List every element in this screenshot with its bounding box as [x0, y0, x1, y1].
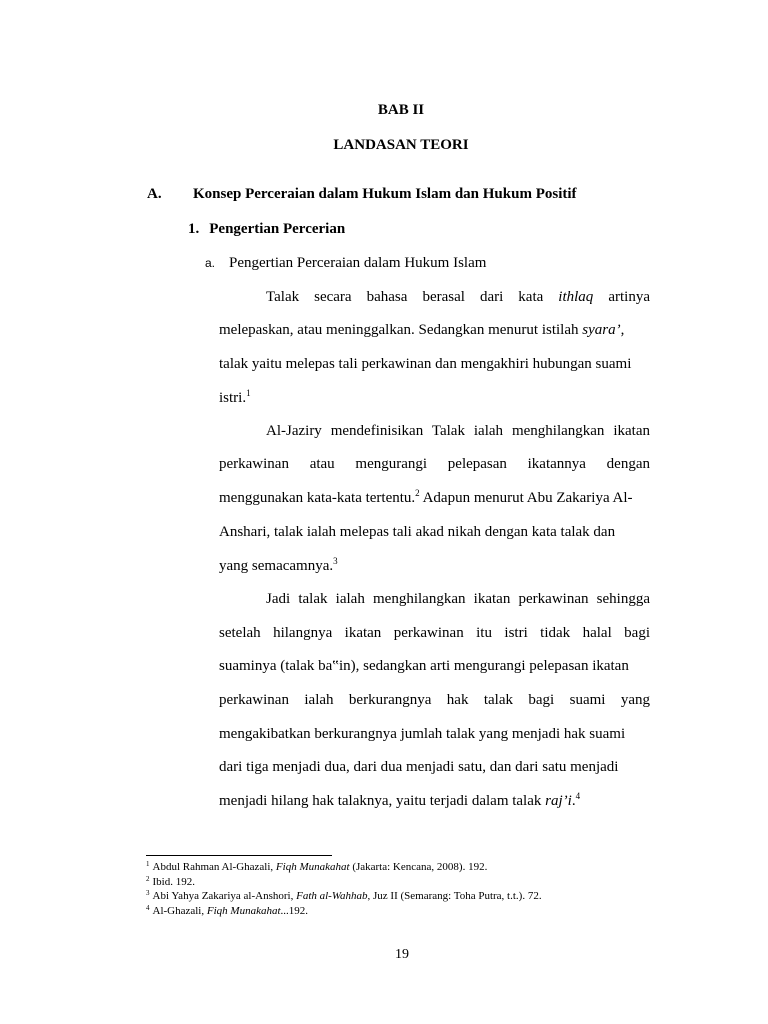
paragraph-line: mengakibatkan berkurangnya jumlah talak yang menjadi hak suami	[219, 726, 626, 742]
footnote-ref[interactable]: 1	[246, 388, 251, 398]
chapter-label: BAB II	[377, 102, 425, 118]
italic-term: syara’	[582, 322, 621, 338]
subsection-number: 1.	[188, 221, 200, 237]
paragraph-line: Al-Jaziry mendefinisikan Talak ialah menghilangkan ikatan	[266, 423, 650, 439]
paragraph-line: Talak secara bahasa berasal dari kata ithlaq artinya	[266, 289, 650, 305]
paragraph-line: menggunakan kata-kata tertentu.$^2$ Adapun menurut Abu Zakariya Al-	[219, 488, 633, 506]
paragraph-line: melepaskan, atau meninggalkan. Sedangkan menurut istilah syara’,	[219, 322, 625, 338]
italic-term: ithlaq	[558, 289, 594, 305]
footnote-separator	[146, 855, 332, 856]
paragraph-line: yang semacamnya.$^3$	[219, 556, 338, 574]
paragraph-line: Anshari, talak ialah melepas tali akad nikah dengan kata talak dan	[219, 524, 616, 540]
paragraph-line: menjadi hilang hak talaknya, yaitu terjadi dalam talak raj’i.$^4$	[219, 791, 581, 809]
paragraph-line: talak yaitu melepas tali perkawinan dan mengakhiri hubungan suami	[219, 356, 632, 372]
paragraph-line: Jadi talak ialah menghilangkan ikatan perkawinan sehingga	[266, 591, 650, 607]
paragraph-line: setelah hilangnya ikatan perkawinan itu istri tidak halal bagi	[219, 625, 650, 641]
footnote: $^4$ Al-Ghazali, Fiqh Munakahat...192.	[146, 904, 309, 917]
paragraph-line: dari tiga menjadi dua, dari dua menjadi satu, dan dari satu menjadi	[219, 759, 619, 775]
subsection-heading	[188, 219, 345, 239]
page-number: 19	[395, 947, 409, 962]
italic-term: raj’i	[545, 793, 572, 809]
subsection-title: Pengertian Percerian	[209, 221, 346, 237]
chapter-title: LANDASAN TEORI	[333, 137, 469, 153]
footnote: $^1$ Abdul Rahman Al-Ghazali, Fiqh Munakahat (Jakarta: Kencana, 2008). 192.	[146, 860, 488, 873]
section-letter: A.	[147, 186, 162, 202]
footnote-ref[interactable]: 3	[333, 556, 338, 566]
subsubsection-letter: a.	[205, 256, 216, 270]
paragraph-line: suaminya (talak ba‟in), sedangkan arti mengurangi pelepasan ikatan	[219, 658, 629, 674]
footnote: $^3$ Abi Yahya Zakariya al-Anshori, Fath al-Wahhab, Juz II (Semarang: Toha Putra, t.t.). 72.	[146, 889, 542, 902]
subsubsection-title: Pengertian Perceraian dalam Hukum Islam	[229, 255, 487, 271]
paragraph-line: perkawinan atau mengurangi pelepasan ikatannya dengan	[219, 456, 650, 472]
paragraph-line: perkawinan ialah berkurangnya hak talak bagi suami yang	[219, 692, 650, 708]
section-title: Konsep Perceraian dalam Hukum Islam dan Hukum Positif	[193, 186, 577, 202]
footnote-ref[interactable]: 4	[575, 791, 581, 801]
footnote-ref[interactable]: 2	[415, 488, 420, 498]
paragraph-line: istri.$^1$	[219, 388, 251, 406]
subsubsection-heading	[205, 253, 486, 273]
footnote: $^2$ Ibid. 192.	[146, 875, 195, 888]
